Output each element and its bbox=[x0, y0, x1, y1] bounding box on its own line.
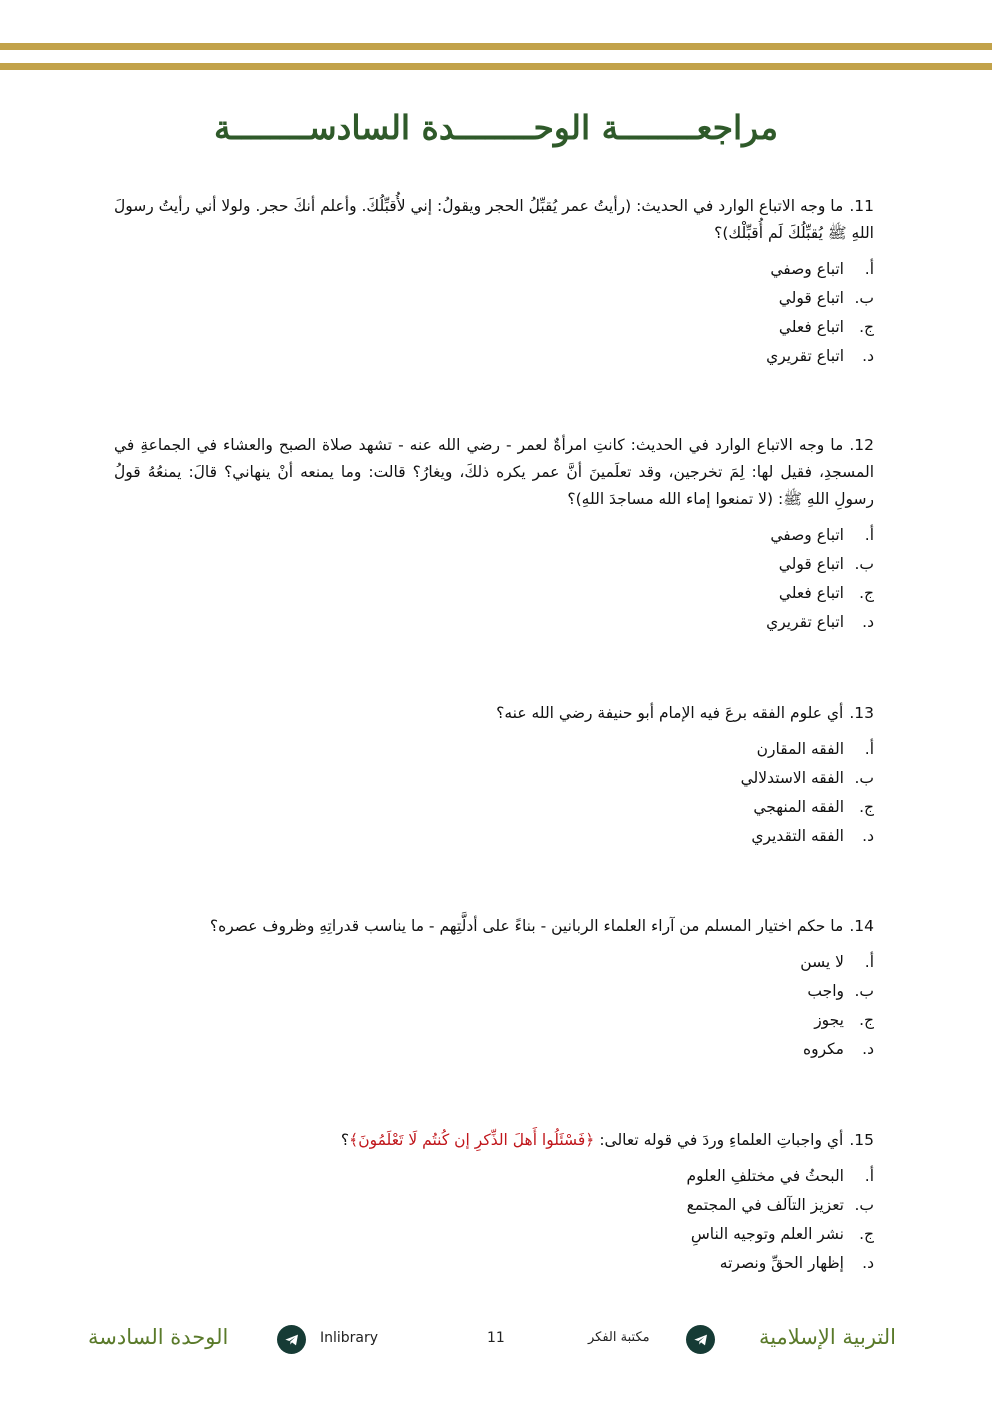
footer-subject: التربية الإسلامية bbox=[758, 1325, 896, 1349]
footer-channel[interactable]: Inlibrary bbox=[320, 1330, 379, 1346]
top-gold-band bbox=[0, 43, 992, 50]
options-list bbox=[114, 255, 874, 371]
options-list bbox=[114, 735, 874, 851]
option: ب. تعزيز التآلف في المجتمع bbox=[686, 1196, 874, 1214]
page-number: 11 bbox=[487, 1330, 505, 1346]
telegram-icon[interactable] bbox=[686, 1325, 715, 1354]
question-text bbox=[114, 700, 874, 727]
question-14 bbox=[114, 913, 874, 1064]
option: ج. الفقه المنهجي bbox=[753, 798, 874, 816]
question-body: أي علوم الفقه برعَ فيه الإمام أبو حنيفة رضي الله عنه؟ bbox=[496, 704, 844, 722]
option: د. إظهار الحقِّ ونصرته bbox=[719, 1254, 874, 1272]
question-text bbox=[114, 193, 874, 247]
question-text bbox=[114, 913, 874, 940]
question-13 bbox=[114, 700, 874, 851]
telegram-icon[interactable] bbox=[277, 1325, 306, 1354]
option: ج. اتباع فعلي bbox=[778, 584, 874, 602]
option: أ. البحثُ في مختلفِ العلوم bbox=[686, 1167, 874, 1185]
question-11 bbox=[114, 193, 874, 371]
quran-verse: ﴿فَسْئَلُوا أَهلَ الذِّكرِ إن كُنتُم لَا تَعْلَمُونَ﴾ bbox=[349, 1131, 595, 1149]
options-list bbox=[114, 1162, 874, 1278]
option: ب. اتباع قولي bbox=[778, 289, 874, 307]
top-gold-band-lower bbox=[0, 63, 992, 70]
option: د. مكروه bbox=[802, 1040, 874, 1058]
option: أ. لا يسن bbox=[800, 953, 874, 971]
question-body: ما وجه الاتباع الوارد في الحديث: (رأيتُ عمر يُقبِّلُ الحجر ويقولُ: إني لأُقبِّلُكَ. وأعلم أنكَ حجر. ولولا أني رأيتُ رسولَ اللهِ ﷺ يُقبِّلُكَ لَم أُقبِّلْك)؟ bbox=[114, 197, 874, 242]
question-body: ما حكم اختيار المسلم من آراء العلماء الربانين - بناءً على أدلَّتِهم - ما يناسب قدراتِهِ وظروف عصره؟ bbox=[209, 917, 844, 935]
question-body: أي واجباتِ العلماءِ وردَ في قوله تعالى: bbox=[594, 1131, 844, 1149]
option: د. اتباع تقريري bbox=[766, 613, 874, 631]
question-15 bbox=[114, 1127, 874, 1278]
option: ب. واجب bbox=[807, 982, 874, 1000]
footer-unit: الوحدة السادسة bbox=[88, 1325, 229, 1349]
options-list bbox=[114, 948, 874, 1064]
page-title: مراجعــــــــة الوحــــــــدة السادســــــــة bbox=[213, 108, 779, 147]
option: ج. اتباع فعلي bbox=[778, 318, 874, 336]
option: أ. الفقه المقارن bbox=[756, 740, 874, 758]
question-number: 12. bbox=[849, 436, 874, 454]
options-list bbox=[114, 521, 874, 637]
question-12 bbox=[114, 432, 874, 637]
option: د. الفقه التقديري bbox=[751, 827, 874, 845]
question-number: 13. bbox=[849, 704, 874, 722]
question-number: 11. bbox=[849, 197, 874, 215]
option: أ. اتباع وصفي bbox=[770, 526, 874, 544]
question-end: ؟ bbox=[340, 1131, 350, 1149]
option: ج. يجوز bbox=[814, 1011, 874, 1029]
question-number: 15. bbox=[849, 1131, 874, 1149]
footer-library[interactable]: مكتبة الفكر bbox=[588, 1330, 650, 1345]
question-number: 14. bbox=[849, 917, 874, 935]
option: ج. نشر العلم وتوجيه الناسِ bbox=[690, 1225, 874, 1243]
question-body: ما وجه الاتباع الوارد في الحديث: كانتِ امرأةٌ لعمر - رضي الله عنه - تشهد صلاة الصبح والعشاء في الجماعةِ في المسجدِ، فقيل لها: لِمَ تخرجين، وقد تعلَمينَ أنَّ عمر يكره ذلكَ، ويغارُ؟ قالت: وما يمنعه أنْ ينهاني؟ قالَ: يمنعُهُ قولُ رسولِ اللهِ ﷺ: (لا تمنعوا إماء الله مساجدَ اللهِ)؟ bbox=[114, 436, 874, 508]
option: أ. اتباع وصفي bbox=[770, 260, 874, 278]
question-text bbox=[114, 432, 874, 513]
option: ب. الفقه الاستدلالي bbox=[740, 769, 874, 787]
question-text bbox=[114, 1127, 874, 1154]
option: ب. اتباع قولي bbox=[778, 555, 874, 573]
option: د. اتباع تقريري bbox=[766, 347, 874, 365]
